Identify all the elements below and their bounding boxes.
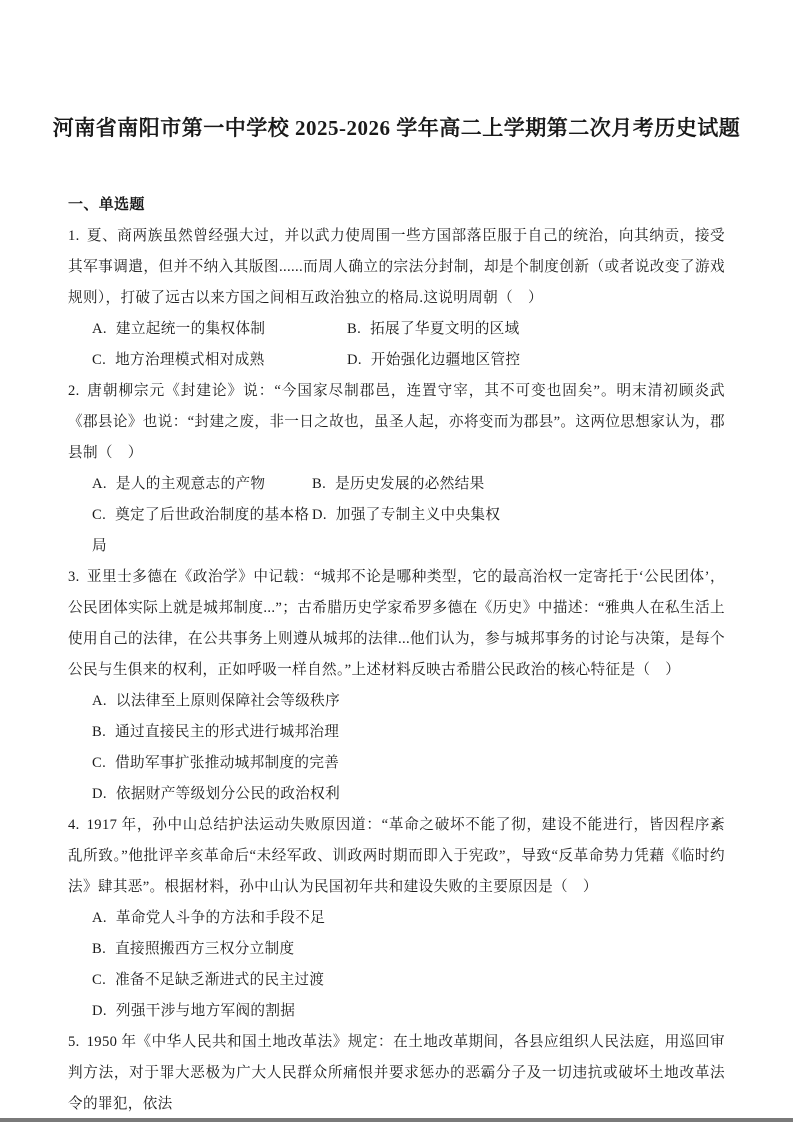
option-d-text: 开始强化边疆地区管控	[370, 352, 521, 368]
question-3-option-d	[92, 779, 725, 810]
question-1-stem	[68, 221, 725, 314]
question-1-text: 夏、商两族虽然曾经强大过，并以武力使周围一些方国部落臣服于自己的统治，向其纳贡，接受其军事调遣，但并不纳入其版图......而周人确立的宗法分封制，却是个制度创新（或者说改变了游戏规则），打破了远古以来方国之间相互政治独立的格局.这说明周朝（ ）	[68, 228, 725, 306]
option-b-label: B.	[92, 724, 107, 740]
question-5	[68, 1027, 725, 1120]
question-4-number: 4.	[68, 817, 80, 833]
question-1-option-d	[347, 345, 725, 376]
question-3-text: 亚里士多德在《政治学》中记载：“城邦不论是哪种类型，它的最高治权一定寄托于‘公民团体’，公民团体实际上就是城邦制度...”；古希腊历史学家希罗多德在《历史》中描述：“雅典人在私生活上使用自己的法律，在公共事务上则遵从城邦的法律...他们认为，参与城邦事务的讨论与决策，是每个公民与生俱来的权利，正如呼吸一样自然。”上述材料反映古希腊公民政治的核心特征是（ ）	[68, 569, 725, 678]
option-c-label: C.	[92, 755, 107, 771]
option-d-label: D.	[347, 352, 362, 368]
question-2-option-a	[92, 469, 312, 500]
question-4-option-d	[92, 996, 725, 1027]
question-2-number: 2.	[68, 383, 80, 399]
option-a-label: A.	[92, 476, 107, 492]
option-b-label: B.	[312, 476, 327, 492]
question-2	[68, 376, 725, 562]
option-c-text: 地方治理模式相对成熟	[115, 352, 265, 368]
option-b-text: 通过直接民主的形式进行城邦治理	[115, 724, 340, 740]
question-1-option-a	[92, 314, 347, 345]
question-4-option-a	[92, 903, 725, 934]
option-c-text: 奠定了后世政治制度的基本格局	[92, 507, 310, 554]
option-c-text: 准备不足缺乏渐进式的民主过渡	[115, 972, 325, 988]
option-c-text: 借助军事扩张推动城邦制度的完善	[115, 755, 340, 771]
option-b-text: 拓展了华夏文明的区域	[370, 321, 520, 337]
question-3-number: 3.	[68, 569, 80, 585]
option-a-text: 建立起统一的集权体制	[115, 321, 266, 337]
option-a-label: A.	[92, 910, 107, 926]
question-2-option-b	[312, 469, 725, 500]
question-2-options	[68, 469, 725, 562]
question-1-number: 1.	[68, 228, 80, 244]
option-b-text: 直接照搬西方三权分立制度	[115, 941, 295, 957]
question-2-option-d	[312, 500, 725, 562]
option-d-text: 加强了专制主义中央集权	[335, 507, 501, 523]
question-2-stem	[68, 376, 725, 469]
question-4-stem	[68, 810, 725, 903]
option-d-label: D.	[92, 1003, 107, 1019]
option-d-text: 依据财产等级划分公民的政治权利	[115, 786, 341, 802]
question-1	[68, 221, 725, 376]
option-a-text: 以法律至上原则保障社会等级秩序	[115, 693, 341, 709]
question-3-option-a	[92, 686, 725, 717]
option-c-label: C.	[92, 972, 107, 988]
question-3	[68, 562, 725, 810]
option-b-label: B.	[92, 941, 107, 957]
question-4-options	[68, 903, 725, 1027]
question-3-options	[68, 686, 725, 810]
option-a-text: 革命党人斗争的方法和手段不足	[115, 910, 326, 926]
option-d-label: D.	[92, 786, 107, 802]
option-c-label: C.	[92, 352, 107, 368]
option-d-label: D.	[312, 507, 327, 523]
option-a-label: A.	[92, 693, 107, 709]
page-title: 河南省南阳市第一中学校 2025-2026 学年高二上学期第二次月考历史试题	[52, 116, 741, 140]
viewer-bottom-edge	[0, 1118, 793, 1122]
question-5-text: 1950 年《中华人民共和国土地改革法》规定：在土地改革期间，各县应组织人民法庭，用巡回审判方法，对于罪大恶极为广大人民群众所痛恨并要求惩办的恶霸分子及一切违抗或破坏土地改革法令的罪犯，依法	[68, 1034, 725, 1112]
exam-content	[68, 190, 725, 1120]
question-4-option-b	[92, 934, 725, 965]
section-heading: 一、单选题	[68, 197, 145, 213]
question-3-option-c	[92, 748, 725, 779]
option-c-label: C.	[92, 507, 107, 523]
question-5-stem	[68, 1027, 725, 1120]
question-4-text: 1917 年，孙中山总结护法运动失败原因道：“革命之破坏不能了彻，建设不能进行，皆因程序紊乱所致。”他批评辛亥革命后“未经军政、训政两时期而即入于宪政”，导致“反革命势力凭藉《临时约法》肆其恶”。根据材料，孙中山认为民国初年共和建设失败的主要原因是（ ）	[68, 817, 725, 895]
question-3-stem	[68, 562, 725, 686]
option-b-label: B.	[347, 321, 362, 337]
question-5-number: 5.	[68, 1034, 80, 1050]
question-1-option-c	[92, 345, 347, 376]
question-1-option-b	[347, 314, 725, 345]
option-a-label: A.	[92, 321, 107, 337]
question-4	[68, 810, 725, 1027]
question-1-options	[68, 314, 725, 376]
question-2-option-c	[92, 500, 312, 562]
option-a-text: 是人的主观意志的产物	[115, 476, 266, 492]
question-3-option-b	[92, 717, 725, 748]
question-4-option-c	[92, 965, 725, 996]
option-b-text: 是历史发展的必然结果	[335, 476, 485, 492]
question-2-text: 唐朝柳宗元《封建论》说：“今国家尽制郡邑，连置守宰，其不可变也固矣”。明末清初顾炎武《郡县论》也说：“封建之废，非一日之故也，虽圣人起，亦将变而为郡县”。这两位思想家认为，郡县制（ ）	[68, 383, 725, 461]
option-d-text: 列强干涉与地方军阀的割据	[115, 1003, 296, 1019]
